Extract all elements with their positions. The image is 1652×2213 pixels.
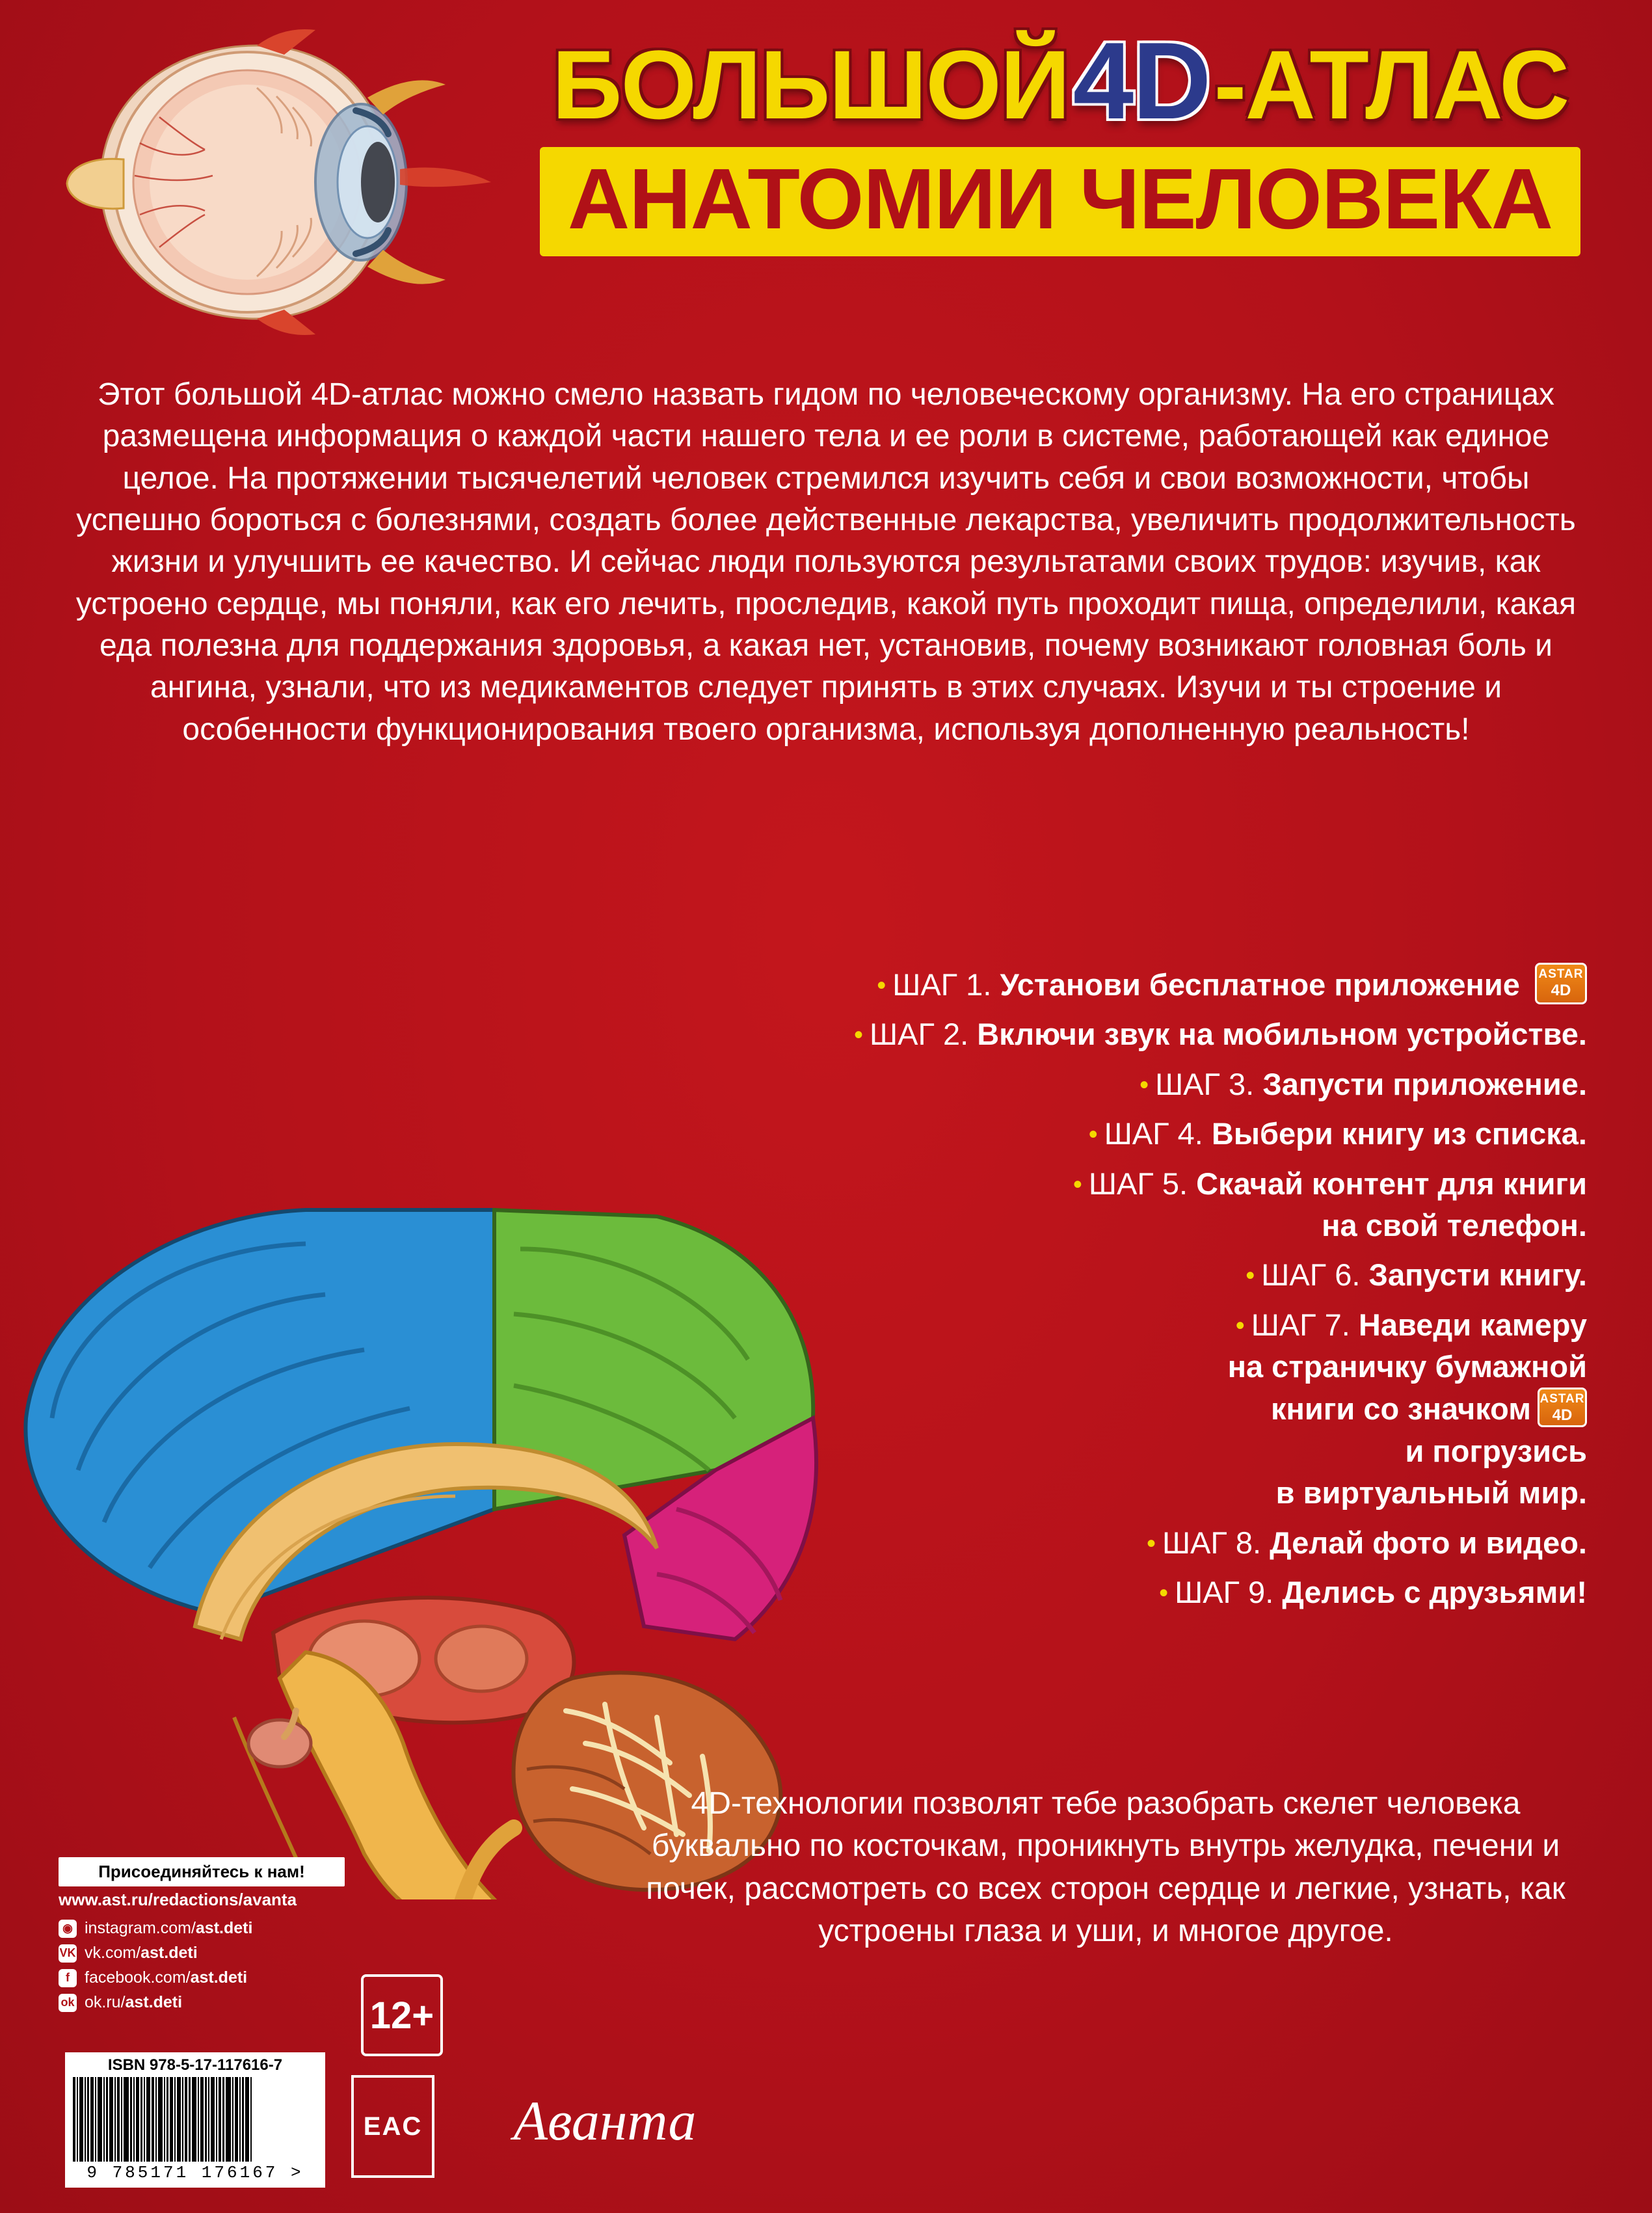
step-label: ШАГ 9. — [1175, 1574, 1274, 1609]
step-label: ШАГ 7. — [1251, 1307, 1350, 1342]
step-text-continued: на страничку бумажной — [1227, 1349, 1587, 1384]
social-handle: ast.deti — [190, 1968, 248, 1987]
social-prefix: ok.ru/ — [85, 1993, 126, 2011]
social-link-vk[interactable] — [59, 1944, 397, 1963]
step-text: Наведи камеру — [1358, 1307, 1587, 1342]
ok-icon: ok — [59, 1994, 77, 2012]
list-item — [767, 1013, 1587, 1055]
age-rating-badge: 12+ — [361, 1974, 443, 2056]
instagram-icon: ◉ — [59, 1920, 77, 1938]
barcode — [73, 2077, 317, 2162]
social-prefix: facebook.com/ — [85, 1968, 191, 1987]
step-text: Выбери книгу из списка. — [1211, 1116, 1587, 1151]
social-link-ok[interactable] — [59, 1993, 397, 2012]
social-link-facebook[interactable] — [59, 1968, 397, 1987]
bullet-icon: • — [877, 971, 886, 1000]
step-label: ШАГ 2. — [870, 1017, 969, 1052]
step-text-continued: и погрузись — [1405, 1433, 1587, 1468]
eac-mark: ЕAC — [351, 2075, 434, 2178]
step-text: Установи бесплатное приложение — [1000, 967, 1520, 1002]
step-text: Делись с друзьями! — [1282, 1574, 1587, 1609]
social-prefix: vk.com/ — [85, 1944, 141, 1962]
list-item — [767, 963, 1587, 1006]
step-text: Включи звук на мобильном устройстве. — [977, 1017, 1587, 1052]
brain-anatomy-illustration — [0, 1054, 924, 1899]
cover-title — [540, 20, 1580, 256]
social-prefix: instagram.com/ — [85, 1919, 196, 1937]
title-atlas: -АТЛАС — [1214, 30, 1569, 139]
eye-anatomy-illustration — [62, 20, 504, 358]
astar-icon-top: ASTAR — [1539, 1392, 1585, 1406]
astar-4d-icon — [1535, 963, 1587, 1004]
step-label: ШАГ 4. — [1104, 1116, 1203, 1151]
bullet-icon: • — [1235, 1311, 1245, 1340]
bullet-icon: • — [1088, 1120, 1098, 1149]
title-4d: 4D — [1072, 20, 1210, 142]
step-text: Делай фото и видео. — [1270, 1525, 1587, 1560]
bullet-icon: • — [1146, 1529, 1156, 1558]
astar-icon-bottom: 4D — [1552, 1406, 1573, 1425]
step-text-continued: на свой телефон. — [1322, 1207, 1587, 1242]
vk-icon: VK — [59, 1944, 77, 1963]
social-handle: ast.deti — [195, 1919, 253, 1937]
barcode-number: 9 785171 176167 > — [87, 2163, 304, 2182]
facebook-icon: f — [59, 1969, 77, 1987]
step-text-part: книги со значком — [1270, 1391, 1531, 1427]
bullet-icon: • — [1246, 1261, 1255, 1291]
step-label: ШАГ 1. — [892, 967, 992, 1002]
step-text: Скачай контент для книги — [1196, 1166, 1587, 1201]
step-text: Запусти приложение. — [1262, 1066, 1587, 1101]
astar-4d-icon — [1538, 1388, 1587, 1427]
title-word-bolshoy: БОЛЬШОЙ — [552, 30, 1069, 139]
step-label: ШАГ 3. — [1155, 1066, 1255, 1101]
bullet-icon: • — [854, 1021, 864, 1050]
social-link-instagram[interactable] — [59, 1919, 397, 1938]
astar-icon-bottom: 4D — [1551, 982, 1571, 999]
intro-paragraph: Этот большой 4D-атлас можно смело назвать гидом по человеческому организму. На его страницах размещена информация о каждой части нашего тела и ее роли в системе, работающей как единое целое. На протяжении тысячелетий человек стремился изучить себя и свои возможности, чтобы успешно бороться с болезнями, создать более действенные лекарства, увеличить продолжительность жизни и улучшить ее качество. И сейчас люди пользуются результатами своих трудов: изучив, как устроено сердце, мы поняли, как его лечить, проследив, какой путь проходит пища, определили, какая еда полезна для поддержания здоровья, а какая нет, установив, почему возникают головная боль и ангина, узнали, что из медикаментов следует принять в этих случаях. Изучи и ты строение и особенности функционирования твоего организма, используя дополненную реальность! — [75, 377, 1577, 747]
isbn-text: ISBN 978-5-17-117616-7 — [107, 2056, 283, 2074]
title-line-2: АНАТОМИИ ЧЕЛОВЕКА — [567, 151, 1553, 247]
title-line-1 — [540, 20, 1580, 142]
astar-icon-top: ASTAR — [1538, 967, 1584, 981]
outro-paragraph: 4D-технологии позволят тебе разобрать скелет человека буквально по косточкам, проникнуть внутрь желудка, печени и почек, рассмотреть со всех сторон сердце и легкие, узнать, как устроены глаза и уши, и многое другое. — [646, 1786, 1565, 1948]
step-text-continued: в виртуальный мир. — [1275, 1475, 1587, 1510]
step-text: Запусти книгу. — [1368, 1257, 1587, 1293]
step-label: ШАГ 6. — [1261, 1257, 1361, 1293]
publisher-logo: Аванта — [513, 2089, 697, 2152]
social-links — [59, 1919, 397, 2018]
social-handle: ast.deti — [125, 1993, 183, 2011]
publisher-website[interactable]: www.ast.ru/redactions/avanta — [59, 1890, 297, 1909]
join-us-label: Присоединяйтесь к нам! — [59, 1857, 345, 1886]
bullet-icon: • — [1072, 1170, 1082, 1199]
bullet-icon: • — [1159, 1578, 1169, 1607]
title-banner — [540, 147, 1580, 256]
step-label: ШАГ 8. — [1162, 1525, 1262, 1560]
step-label: ШАГ 5. — [1088, 1166, 1188, 1201]
social-handle: ast.deti — [140, 1944, 198, 1962]
bullet-icon: • — [1139, 1070, 1149, 1099]
isbn-barcode-block — [65, 2052, 325, 2188]
